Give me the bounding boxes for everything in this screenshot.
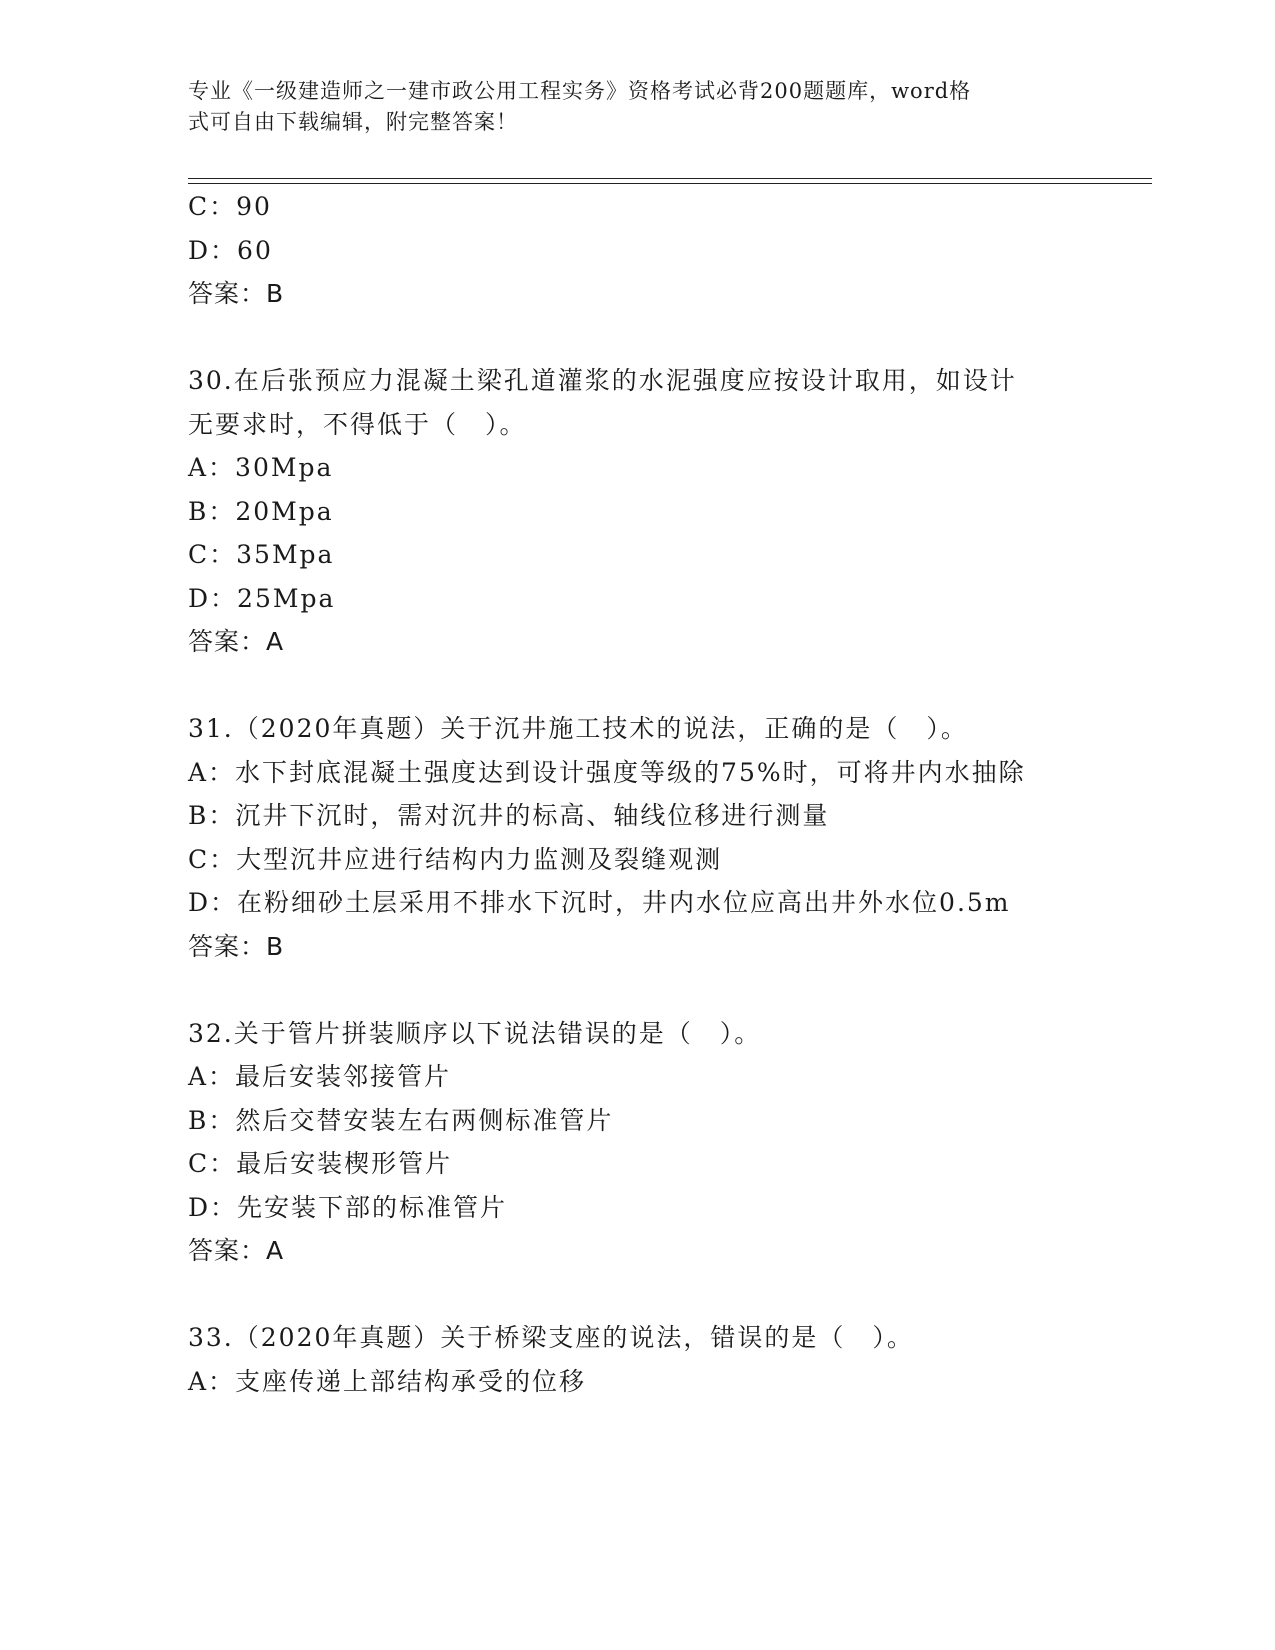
q30-answer: 答案：A [188,627,285,656]
q29-option-c: C：90 [188,192,272,221]
document-header [188,76,1068,138]
q30-stem-line-1: 30.在后张预应力混凝土梁孔道灌浆的水泥强度应按设计取用，如设计 [188,366,1017,395]
q30-stem-line-2: 无要求时，不得低于（ ）。 [188,410,527,439]
q32-option-c: C：最后安装楔形管片 [188,1149,453,1178]
q31-option-d: D：在粉细砂土层采用不排水下沉时，井内水位应高出井外水位0.5m [188,888,1011,917]
q32-option-b: B：然后交替安装左右两侧标准管片 [188,1106,614,1135]
q30-option-d: D：25Mpa [188,584,336,613]
q31-answer: 答案：B [188,932,285,961]
header-line-2: 式可自由下载编辑，附完整答案！ [188,110,518,134]
q31-option-b: B：沉井下沉时，需对沉井的标高、轴线位移进行测量 [188,801,830,830]
header-divider-bottom [188,183,1152,184]
q30-option-b: B：20Mpa [188,497,334,526]
q33-option-a: A：支座传递上部结构承受的位移 [188,1367,587,1396]
q32-answer: 答案：A [188,1236,285,1265]
header-line-1: 专业《一级建造师之一建市政公用工程实务》资格考试必背200题题库，word格 [188,79,972,103]
q33-stem: 33.（2020年真题）关于桥梁支座的说法，错误的是（ ）。 [188,1323,914,1352]
q32-option-a: A：最后安装邻接管片 [188,1062,452,1091]
q31-option-a: A：水下封底混凝土强度达到设计强度等级的75%时，可将井内水抽除 [188,758,1026,787]
q30-option-a: A：30Mpa [188,453,334,482]
q29-option-d: D：60 [188,236,273,265]
q29-answer: 答案：B [188,279,285,308]
q32-option-d: D：先安装下部的标准管片 [188,1193,508,1222]
q32-stem: 32.关于管片拼装顺序以下说法错误的是（ ）。 [188,1019,762,1048]
q31-stem: 31.（2020年真题）关于沉井施工技术的说法，正确的是（ ）。 [188,714,968,743]
header-divider-top [188,178,1152,179]
q31-option-c: C：大型沉井应进行结构内力监测及裂缝观测 [188,845,723,874]
q30-option-c: C：35Mpa [188,540,335,569]
